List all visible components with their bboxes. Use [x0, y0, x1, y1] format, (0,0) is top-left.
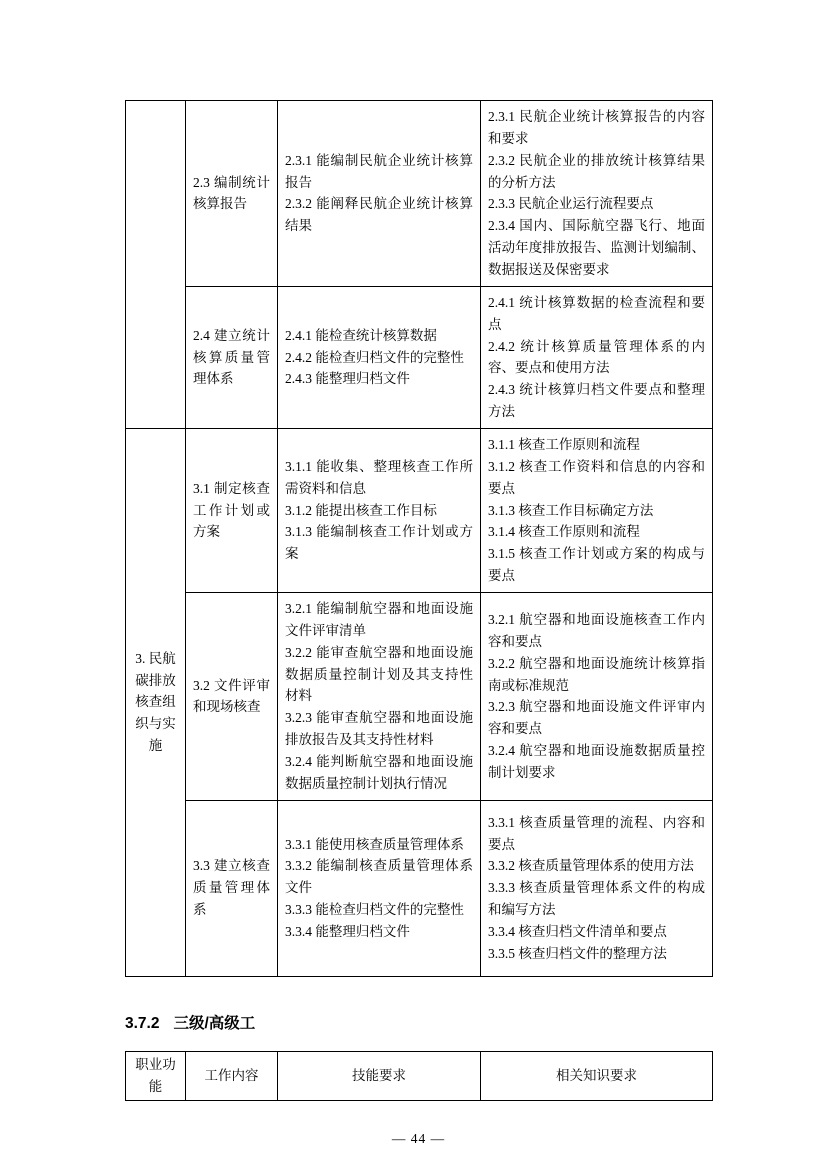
knowledge-item: 3.1.2 核查工作资料和信息的内容和要点: [488, 458, 705, 496]
table-row: [126, 286, 713, 428]
knowledge-item: 2.4.1 统计核算数据的检查流程和要点: [488, 294, 705, 332]
knowledge-item: 3.2.3 航空器和地面设施文件评审内容和要点: [488, 699, 705, 737]
col-header-work-content: 工作内容: [186, 1051, 278, 1100]
knowledge-item: 2.4.2 统计核算质量管理体系的内容、要点和使用方法: [488, 338, 705, 376]
work-content-label: 3.3 建立核查质量管理体系: [193, 858, 270, 918]
knowledge-item: 3.2.2 航空器和地面设施统计核算指南或标准规范: [488, 655, 705, 693]
page-number: — 44 —: [391, 1130, 446, 1146]
knowledge-cell: [481, 593, 713, 801]
work-content-label: 3.1 制定核查工作计划或方案: [193, 480, 270, 540]
knowledge-item: 3.1.3 核查工作目标确定方法: [488, 502, 654, 518]
skill-item: 2.4.2 能检查归档文件的完整性: [285, 349, 464, 365]
skill-item: 3.2.3 能审查航空器和地面设施排放报告及其支持性材料: [285, 710, 473, 748]
skill-item: 3.2.2 能审查航空器和地面设施数据质量控制计划及其支持性材料: [285, 644, 473, 704]
knowledge-item: 3.3.2 核查质量管理体系的使用方法: [488, 858, 694, 874]
skills-cell: [278, 101, 481, 287]
skill-item: 3.2.1 能编制航空器和地面设施文件评审清单: [285, 601, 473, 638]
skill-item: 2.3.2 能阐释民航企业统计核算结果: [285, 196, 473, 234]
table-row: [126, 593, 713, 801]
work-content-cell: [186, 593, 278, 801]
knowledge-item: 2.3.3 民航企业运行流程要点: [488, 196, 654, 212]
work-content-cell: [186, 800, 278, 976]
section-title: 三级/高级工: [173, 1014, 256, 1032]
work-content-label: 2.4 建立统计核算质量管理体系: [193, 327, 270, 387]
col-header-knowledge: 相关知识要求: [481, 1051, 713, 1100]
col-header-skills: 技能要求: [278, 1051, 481, 1100]
table-row: [126, 101, 713, 287]
knowledge-item: 2.4.3 统计核算归档文件要点和整理方法: [488, 382, 705, 420]
skill-item: 3.2.4 能判断航空器和地面设施数据质量控制计划执行情况: [285, 754, 473, 791]
work-content-cell: [186, 286, 278, 428]
skills-cell: [278, 800, 481, 976]
header-row: [126, 1051, 713, 1100]
section-number: 3.7.2: [125, 1014, 160, 1032]
knowledge-item: 3.2.4 航空器和地面设施数据质量控制计划要求: [488, 743, 705, 780]
knowledge-item: 2.3.2 民航企业的排放统计核算结果的分析方法: [488, 152, 705, 190]
skill-item: 3.1.1 能收集、整理核查工作所需资料和信息: [285, 458, 473, 496]
knowledge-item: 3.3.4 核查归档文件清单和要点: [488, 924, 667, 940]
knowledge-item: 2.3.4 国内、国际航空器飞行、地面活动年度排放报告、监测计划编制、数据报送及保密要求: [488, 218, 705, 278]
skill-item: 2.4.3 能整理归档文件: [285, 371, 410, 387]
work-content-label: 3.2 文件评审和现场核查: [193, 677, 270, 715]
skill-requirements-table: [125, 100, 713, 977]
skill-item: 3.3.2 能编制核查质量管理体系文件: [285, 858, 473, 896]
knowledge-item: 3.1.4 核查工作原则和流程: [488, 524, 640, 540]
knowledge-cell: [481, 800, 713, 976]
table-row: [126, 429, 713, 593]
skill-item: 3.3.4 能整理归档文件: [285, 924, 410, 940]
skill-item: 3.3.3 能检查归档文件的完整性: [285, 902, 464, 918]
knowledge-item: 3.2.1 航空器和地面设施核查工作内容和要点: [488, 611, 705, 649]
table-row: [126, 800, 713, 976]
work-content-label: 2.3 编制统计核算报告: [193, 174, 270, 212]
work-content-cell: [186, 101, 278, 287]
skills-cell: [278, 593, 481, 801]
knowledge-cell: [481, 101, 713, 287]
function-cell-section2: [126, 101, 186, 429]
section-heading: [125, 1011, 826, 1033]
skill-item: 3.3.1 能使用核查质量管理体系: [285, 836, 464, 852]
next-level-table-header: [125, 1051, 713, 1101]
col-header-function: 职业功能: [126, 1051, 186, 1100]
skill-item: 3.1.2 能提出核查工作目标: [285, 502, 437, 518]
skill-item: 3.1.3 能编制核查工作计划或方案: [285, 524, 473, 562]
function-cell-section3: [126, 429, 186, 977]
knowledge-item: 3.3.1 核查质量管理的流程、内容和要点: [488, 814, 705, 852]
skill-item: 2.3.1 能编制民航企业统计核算报告: [285, 152, 473, 190]
knowledge-item: 3.1.1 核查工作原则和流程: [488, 437, 640, 453]
knowledge-cell: [481, 429, 713, 593]
skill-item: 2.4.1 能检查统计核算数据: [285, 327, 437, 343]
knowledge-item: 3.3.5 核查归档文件的整理方法: [488, 945, 667, 961]
skills-cell: [278, 429, 481, 593]
knowledge-item: 3.1.5 核查工作计划或方案的构成与要点: [488, 546, 705, 584]
knowledge-cell: [481, 286, 713, 428]
function-label: 3. 民航碳排放核查组织与实施: [135, 650, 176, 754]
knowledge-item: 3.3.3 核查质量管理体系文件的构成和编写方法: [488, 880, 705, 918]
skills-cell: [278, 286, 481, 428]
work-content-cell: [186, 429, 278, 593]
knowledge-item: 2.3.1 民航企业统计核算报告的内容和要求: [488, 109, 705, 146]
